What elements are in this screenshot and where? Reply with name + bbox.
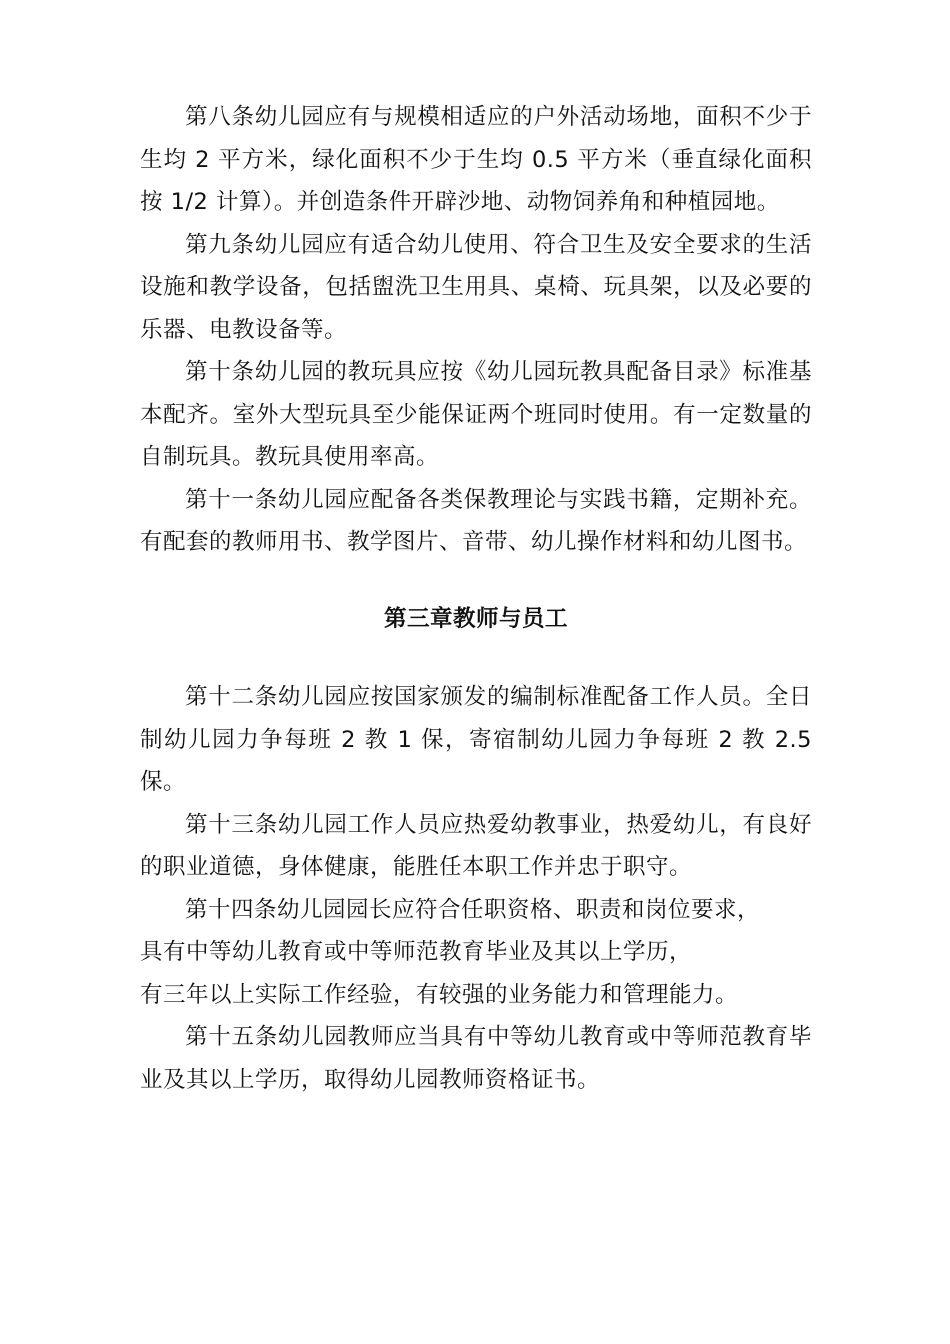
- article-13: 第十三条幼儿园工作人员应热爱幼教事业，热爱幼儿，有良好的职业道德，身体健康，能胜任本职工作并忠于职守。: [140, 811, 812, 880]
- article-14-line-3: 有三年以上实际工作经验，有较强的业务能力和管理能力。: [140, 981, 739, 1008]
- article-15: 第十五条幼儿园教师应当具有中等幼儿教育或中等师范教育毕业及其以上学历，取得幼儿园教师资格证书。: [140, 1024, 812, 1093]
- document-page: [140, 96, 812, 1101]
- article-14-line-1: 第十四条幼儿园园长应符合任职资格、职责和岗位要求，: [185, 896, 761, 923]
- article-9: 第九条幼儿园应有适合幼儿使用、符合卫生及安全要求的生活设施和教学设备，包括盥洗卫生用具、桌椅、玩具架，以及必要的乐器、电教设备等。: [140, 231, 812, 343]
- article-14: [140, 889, 812, 1017]
- chapter-title: 第三章教师与员工: [383, 605, 568, 632]
- article-8: 第八条幼儿园应有与规模相适应的户外活动场地，面积不少于生均 2 平方米，绿化面积不少于生均 0.5 平方米（垂直绿化面积按 1/2 计算）。并创造条件开辟沙地、动物饲养角和种植园地。: [140, 104, 812, 215]
- article-14-line-2: 具有中等幼儿教育或中等师范教育毕业及其以上学历，: [140, 939, 693, 965]
- article-12: 第十二条幼儿园应按国家颁发的编制标准配备工作人员。全日制幼儿园力争每班 2 教 1 保，寄宿制幼儿园力争每班 2 教 2.5 保。: [140, 684, 812, 795]
- article-10: 第十条幼儿园的教玩具应按《幼儿园玩教具配备目录》标准基本配齐。室外大型玩具至少能保证两个班同时使用。有一定数量的自制玩具。教玩具使用率高。: [140, 359, 812, 470]
- article-11: 第十一条幼儿园应配备各类保教理论与实践书籍，定期补充。有配套的教师用书、教学图片、音带、幼儿操作材料和幼儿图书。: [140, 486, 812, 555]
